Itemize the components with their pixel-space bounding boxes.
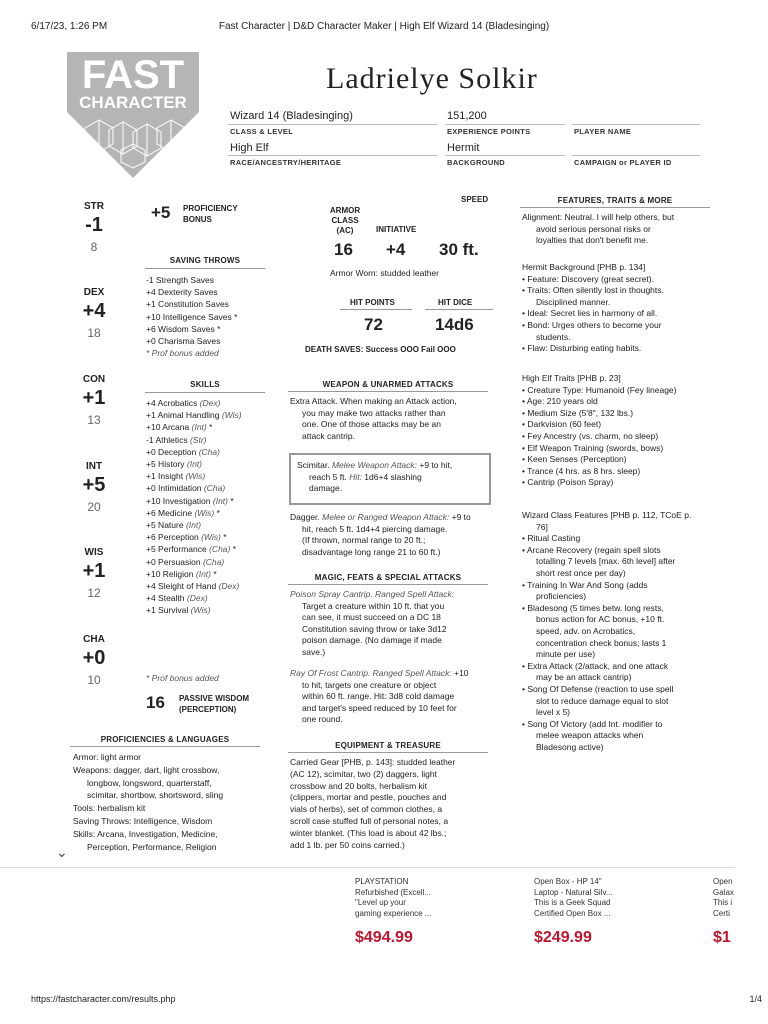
equipment-line: winter blanket. (This load is about 42 lbs.; (290, 827, 447, 838)
list-item: students. (536, 331, 571, 342)
features-heading: FEATURES, TRAITS & MORE (557, 196, 673, 205)
list-item: • Extra Attack (2/attack, and one attack (522, 660, 669, 671)
divider (70, 746, 260, 747)
proficiencies-heading: PROFICIENCIES & LANGUAGES (100, 735, 230, 744)
list-item: +1 Constitution Saves (146, 299, 229, 310)
xp-value: 151,200 (447, 110, 487, 122)
class-level-label: CLASS & LEVEL (230, 127, 294, 136)
extra-attack (290, 396, 457, 442)
fast-character-logo[interactable] (65, 50, 201, 180)
poison-spray-type: Cantrip. Ranged Spell Attack: (340, 589, 455, 599)
proficiency-saves: Saving Throws: Intelligence, Wisdom (73, 815, 213, 826)
text-span: (Int) (191, 422, 207, 433)
ad-line: Open (713, 877, 733, 886)
list-item (146, 409, 242, 421)
ad-line: Certi (713, 908, 730, 918)
wizard-class-features (522, 510, 691, 753)
dagger-line: hit, reach 5 ft. 1d4+4 piercing damage. (302, 523, 448, 534)
chevron-down-icon[interactable]: ⌄ (56, 844, 68, 860)
wizard-features-title: Wizard Class Features [PHB p. 112, TCoE p. (522, 510, 692, 520)
list-item (146, 568, 242, 580)
list-item: • Creature Type: Humanoid (Fey lineage) (522, 384, 677, 395)
list-item (146, 543, 242, 555)
alignment-line: avoid serious personal risks or (536, 223, 651, 234)
list-item: -1 Strength Saves (146, 275, 215, 285)
text-span: (Int) (185, 520, 202, 531)
ability-score: 18 (87, 326, 101, 340)
equipment-line: (AC 12), scimitar, two (2) daggers, light (290, 768, 437, 779)
list-item: • Song Of Defense (reaction to use spell (522, 683, 674, 694)
poison-spray-line: poison damage. (No damage if made (302, 635, 442, 646)
proficiency-label (183, 203, 238, 225)
list-item (146, 507, 242, 519)
race-label: RACE/ANCESTRY/HERITAGE (230, 158, 342, 167)
initiative-value: +4 (386, 240, 406, 259)
list-item: • Bond: Urges others to become your (522, 319, 662, 330)
scimitar-attack (297, 460, 452, 495)
text-span: +6 Medicine (146, 507, 193, 518)
ad-price: $494.99 (355, 929, 413, 946)
list-item: • Fey Ancestry (vs. charm, no sleep) (522, 430, 659, 441)
list-item (146, 397, 242, 409)
list-item (146, 458, 242, 470)
divider (288, 752, 488, 753)
text-span: +5 Performance (146, 544, 207, 555)
ad-price: $249.99 (534, 929, 592, 946)
equipment-text (290, 757, 455, 851)
speed-label: SPEED (461, 195, 489, 204)
background-value: Hermit (447, 142, 480, 154)
magic-heading: MAGIC, FEATS & SPECIAL ATTACKS (314, 573, 462, 582)
ray-of-frost-to-hit: +10 (451, 668, 469, 678)
ability-con (74, 374, 114, 427)
ability-mod: +0 (82, 647, 106, 669)
text-span: +6 Perception (146, 532, 199, 543)
player-label: PLAYER NAME (574, 127, 632, 136)
text-span: (Cha) (198, 446, 220, 457)
campaign-line (572, 155, 700, 156)
list-item: may be an attack cantrip) (536, 672, 632, 683)
proficiency-armor: Armor: light armor (73, 752, 142, 762)
race-line (228, 155, 438, 156)
divider (520, 207, 710, 208)
ray-of-frost-type: Cantrip. Ranged Spell Attack: (338, 668, 452, 678)
ad-line: This i (713, 898, 733, 907)
hit-dice-value: 14d6 (435, 315, 474, 334)
proficiency-value: +5 (151, 203, 171, 222)
text-span: (Wis) (221, 410, 242, 421)
saving-throws-heading: SAVING THROWS (169, 256, 241, 265)
ad-item[interactable] (534, 877, 613, 944)
text-span: * (220, 532, 227, 543)
browser-print-header (0, 0, 768, 40)
text-span: (Dex) (218, 581, 240, 592)
text-span: * (206, 422, 213, 433)
list-item: • Trance (4 hrs. as 8 hrs. sleep) (522, 465, 641, 476)
list-item: totalling 7 levels [max. 6th level] after (536, 556, 676, 567)
ad-line: Refurbished (Excell... (355, 887, 432, 897)
wizard-features-title-cont: 76] (536, 521, 548, 532)
poison-spray-line: Target a creature within 10 ft. that you (302, 600, 445, 611)
text-span: (Cha) (202, 556, 225, 567)
list-item (146, 592, 242, 604)
dagger-line: disadvantage long range 21 to 60 ft.) (302, 546, 441, 557)
ad-line: Certified Open Box ... (534, 908, 611, 918)
text-span: (Cha) (209, 544, 231, 555)
equipment-line: Carried Gear [PHB, p. 143]: studded leather (290, 757, 456, 767)
ability-mod: +1 (82, 560, 106, 582)
list-item: • Elf Weapon Training (swords, bows) (522, 442, 664, 453)
ability-name: STR (84, 201, 104, 212)
text-span: +4 Stealth (146, 593, 185, 604)
list-item (146, 482, 242, 494)
hermit-title: Hermit Background [PHB p. 134] (522, 262, 646, 272)
class-level-line (228, 124, 438, 125)
dagger-line: (If thrown, normal range to 20 ft.; (302, 535, 426, 546)
list-item: • Ideal: Secret lies in harmony of all. (522, 308, 658, 319)
campaign-label: CAMPAIGN or PLAYER ID (574, 158, 672, 167)
logo-line1: FAST (81, 53, 185, 97)
text-span: +1 Animal Handling (146, 410, 220, 421)
text-span: (Cha) (203, 483, 226, 494)
list-item (146, 519, 242, 531)
hermit-background (522, 262, 664, 355)
list-item (146, 580, 242, 592)
divider (340, 309, 412, 310)
passive-wisdom-value: 16 (146, 693, 165, 712)
list-item: melee weapon attacks when (536, 730, 644, 741)
list-item: • Bladesong (5 times betw. long rests, (522, 602, 664, 613)
saving-throws-list (146, 274, 237, 359)
armor-worn: Armor Worn: studded leather (330, 268, 439, 278)
list-item (146, 446, 242, 458)
extra-attack-line: attack cantrip. (302, 430, 355, 441)
proficiency-weapons: Weapons: dagger, dart, light crossbow, (73, 764, 220, 775)
ad-line: PLAYSTATION (355, 877, 409, 886)
ability-int (74, 461, 114, 514)
death-saves: DEATH SAVES: Success OOO Fail OOO (305, 345, 456, 354)
list-item: +0 Charisma Saves (146, 336, 221, 347)
text-span: +5 History (146, 459, 185, 470)
equipment-line: (clippers, mortar and pestle, pouches and (290, 792, 447, 803)
background-line (445, 155, 565, 156)
ability-dex (74, 287, 114, 340)
player-line (572, 124, 700, 125)
list-item (146, 604, 242, 616)
poison-spray-name: Poison Spray (290, 589, 341, 599)
equipment-line: crossbow and 20 bolts, herbalism kit (290, 780, 428, 791)
extra-attack-line: Extra Attack. When making an Attack action, (290, 396, 457, 406)
ability-name: CON (82, 374, 106, 385)
ability-name: WIS (84, 547, 104, 558)
list-item: • Arcane Recovery (regain spell slots (522, 544, 661, 555)
divider (288, 584, 488, 585)
ability-name: CHA (83, 634, 105, 645)
ray-of-frost-line: one round. (302, 714, 343, 725)
list-item: • Medium Size (5'8", 132 lbs.) (522, 407, 634, 418)
list-item: Disciplined manner. (536, 296, 611, 307)
text-span: (Wis) (194, 507, 215, 518)
alignment (522, 212, 674, 247)
text-span: +4 Sleight of Hand (146, 581, 217, 592)
ray-of-frost-line: and target's speed reduced by 10 feet for (302, 702, 457, 713)
equipment-line: scroll case stuffed full of personal notes, a (290, 815, 449, 826)
list-item: +6 Wisdom Saves * (146, 323, 221, 334)
alignment-line: loyalties that don't benefit me. (536, 235, 649, 246)
armor-class-label: ARMOR CLASS (AC) (329, 206, 361, 235)
text-span: (Str) (189, 434, 207, 445)
print-page-title: Fast Character | D&D Character Maker | High Elf Wizard 14 (Bladesinging) (218, 21, 550, 32)
poison-spray-line: Constitution saving throw or take 3d12 (302, 623, 447, 634)
hit-dice-label: HIT DICE (438, 298, 473, 307)
ability-cha (74, 634, 114, 687)
list-item: level x 5) (536, 707, 571, 718)
skills-note: * Prof bonus added (146, 673, 219, 683)
equipment-line: add 1 lb. per 50 coins carried.) (290, 839, 405, 850)
text-span: +5 Nature (146, 520, 184, 531)
ad-line: "Level up your (355, 898, 406, 907)
proficiencies-list (73, 751, 223, 853)
dagger-type: Melee or Ranged Weapon Attack: (322, 512, 450, 522)
skills-heading: SKILLS (190, 380, 220, 389)
list-item: • Ritual Casting (522, 533, 581, 544)
text-span: * (214, 507, 220, 518)
extra-attack-line: one. One of those attacks may be an (302, 419, 441, 430)
high-elf-traits (522, 373, 676, 489)
list-item (146, 434, 242, 446)
character-name: Ladrielye Solkir (326, 62, 538, 95)
text-span: (Wis) (185, 471, 206, 482)
proficiency-label-line2: BONUS (183, 215, 212, 224)
divider (288, 391, 488, 392)
ability-score: 10 (87, 673, 101, 687)
ability-mod: +1 (82, 387, 106, 409)
list-item: concentration check bonus; lasts 1 (536, 637, 667, 648)
list-item: short rest once per day) (536, 567, 626, 578)
ability-name: DEX (83, 287, 105, 298)
ability-score: 12 (87, 586, 101, 600)
proficiency-skills-cont: Perception, Performance, Religion (87, 841, 217, 852)
armor-class-value: 16 (334, 240, 353, 259)
class-level-value: Wizard 14 (Bladesinging) (230, 110, 353, 122)
ability-mod: +4 (82, 300, 106, 322)
ability-score: 20 (87, 500, 101, 514)
list-item: bonus action for AC bonus, +10 ft. (536, 614, 665, 625)
proficiency-weapons-cont: scimitar, shortbow, shortsword, sling (87, 790, 224, 801)
saving-throws-note: * Prof bonus added (146, 348, 219, 359)
background-label: BACKGROUND (447, 158, 505, 167)
race-value: High Elf (230, 142, 269, 154)
scimitar-damage-cont: damage. (309, 483, 343, 494)
divider (425, 309, 493, 310)
ability-score: 8 (90, 240, 98, 254)
list-item (146, 495, 242, 507)
dagger-name: Dagger. (290, 512, 320, 522)
text-span: * (230, 544, 237, 555)
xp-label: EXPERIENCE POINTS (447, 127, 531, 136)
ability-name: INT (85, 461, 103, 472)
scimitar-reach: reach 5 ft. (309, 471, 347, 482)
list-item: proficiencies) (536, 591, 587, 602)
ability-str (74, 201, 114, 254)
poison-spray-line: can see, it must succeed on a DC 18 (302, 612, 441, 623)
scimitar-hit-label: Hit: (349, 471, 362, 482)
list-item: • Cantrip (Poison Spray) (522, 477, 614, 488)
ad-line: This is a Geek Squad (534, 898, 611, 907)
text-span: +10 Arcana (146, 422, 190, 433)
list-item: • Keen Senses (Perception) (522, 454, 627, 465)
ad-line: Laptop - Natural Silv... (534, 887, 613, 897)
xp-line (445, 124, 565, 125)
list-item: +4 Dexterity Saves (146, 287, 218, 298)
list-item: • Traits: Often silently lost in thoughts. (522, 285, 664, 296)
print-datetime: 6/17/23, 1:26 PM (31, 21, 108, 32)
attacks-heading: WEAPON & UNARMED ATTACKS (322, 380, 454, 389)
ad-item[interactable] (713, 877, 735, 944)
text-span: +0 Persuasion (146, 556, 201, 567)
text-span: * (211, 568, 217, 579)
passive-wisdom-label (179, 693, 249, 715)
list-item: slot to reduce damage equal to slot (536, 695, 669, 706)
speed-value: 30 ft. (439, 240, 479, 259)
scimitar-damage: 1d6+4 slashing (361, 471, 422, 482)
list-item: minute per use) (536, 649, 596, 660)
text-span: +1 Insight (146, 471, 184, 482)
list-item: • Training In War And Song (adds (522, 579, 648, 590)
text-span: * (228, 495, 234, 506)
scimitar-to-hit: +9 to hit, (417, 460, 453, 470)
poison-spray (290, 589, 454, 659)
ad-line: Galax (713, 887, 734, 897)
logo-line2: CHARACTER (79, 93, 187, 112)
list-item (146, 531, 242, 543)
text-span: (Wis) (201, 532, 221, 543)
text-span: (Dex) (199, 398, 221, 408)
equipment-line: vials of herbs), set of common clothes, a (290, 804, 443, 815)
text-span: +4 Acrobatics (146, 398, 198, 408)
proficiency-tools: Tools: herbalism kit (73, 803, 146, 814)
text-span: +0 Intimidation (146, 483, 202, 494)
list-item (146, 556, 242, 568)
print-page-counter: 1/4 (749, 994, 762, 1004)
ability-score: 13 (87, 413, 101, 427)
list-item: • Song Of Victory (add Int. modifier to (522, 718, 663, 729)
initiative-label: INITIATIVE (376, 225, 417, 234)
passive-wisdom-label-line1: PASSIVE WISDOM (179, 694, 250, 703)
dagger-attack (290, 512, 471, 558)
text-span: (Int) (186, 459, 202, 470)
scimitar-name: Scimitar. (297, 460, 330, 470)
divider (145, 268, 265, 269)
text-span: (Wis) (190, 605, 211, 616)
elf-traits-title: High Elf Traits [PHB p. 23] (522, 373, 621, 383)
list-item: Bladesong active) (536, 741, 604, 752)
text-span: +10 Investigation (146, 495, 211, 506)
list-item: speed, adv. on Acrobatics, (536, 625, 636, 636)
hit-points-value: 72 (364, 315, 383, 334)
proficiency-skills: Skills: Arcana, Investigation, Medicine, (73, 828, 218, 839)
passive-wisdom-label-line2: (PERCEPTION) (179, 705, 237, 714)
equipment-heading: EQUIPMENT & TREASURE (335, 741, 441, 750)
skills-list (146, 397, 242, 617)
proficiency-label-line1: PROFICIENCY (183, 204, 238, 213)
proficiency-weapons-cont: longbow, longsword, quarterstaff, (87, 777, 212, 788)
divider (145, 392, 265, 393)
ad-price: $1 (713, 929, 731, 944)
hit-points-label: HIT POINTS (350, 298, 395, 307)
ad-line: gaming experience ... (355, 908, 432, 918)
scimitar-type: Melee Weapon Attack: (331, 460, 418, 470)
alignment-line: Alignment: Neutral. I will help others, but (522, 212, 675, 222)
dagger-to-hit: +9 to (449, 512, 471, 522)
ad-banner (0, 867, 735, 988)
text-span: (Int) (212, 495, 229, 506)
ray-of-frost-name: Ray Of Frost (290, 668, 339, 678)
ad-item[interactable] (355, 877, 432, 944)
text-span: (Int) (195, 568, 211, 579)
ray-of-frost (290, 668, 469, 726)
logo-shield-icon (65, 50, 201, 180)
ad-line: Open Box - HP 14" (534, 877, 602, 886)
ray-of-frost-line: within 60 ft. range. Hit: 3d8 cold damage (302, 691, 455, 702)
list-item (146, 421, 242, 433)
print-url: https://fastcharacter.com/results.php (31, 994, 176, 1004)
text-span: +0 Deception (146, 446, 197, 457)
poison-spray-line: save.) (302, 646, 326, 657)
text-span: (Dex) (186, 593, 208, 604)
ability-mod: -1 (85, 214, 103, 236)
text-span: -1 Athletics (146, 434, 188, 445)
list-item: • Flaw: Disturbing eating habits. (522, 343, 642, 354)
text-span: +10 Religion (146, 568, 194, 579)
list-item (146, 470, 242, 482)
list-item: • Darkvision (60 feet) (522, 419, 602, 430)
extra-attack-line: you may make two attacks rather than (302, 407, 446, 418)
ability-mod: +5 (82, 474, 106, 496)
list-item: +10 Intelligence Saves * (146, 311, 238, 322)
list-item: • Feature: Discovery (great secret). (522, 273, 654, 284)
ability-wis (74, 547, 114, 600)
ray-of-frost-line: to hit, targets one creature or object (302, 679, 437, 690)
list-item: • Age: 210 years old (522, 396, 598, 407)
text-span: +1 Survival (146, 605, 189, 616)
